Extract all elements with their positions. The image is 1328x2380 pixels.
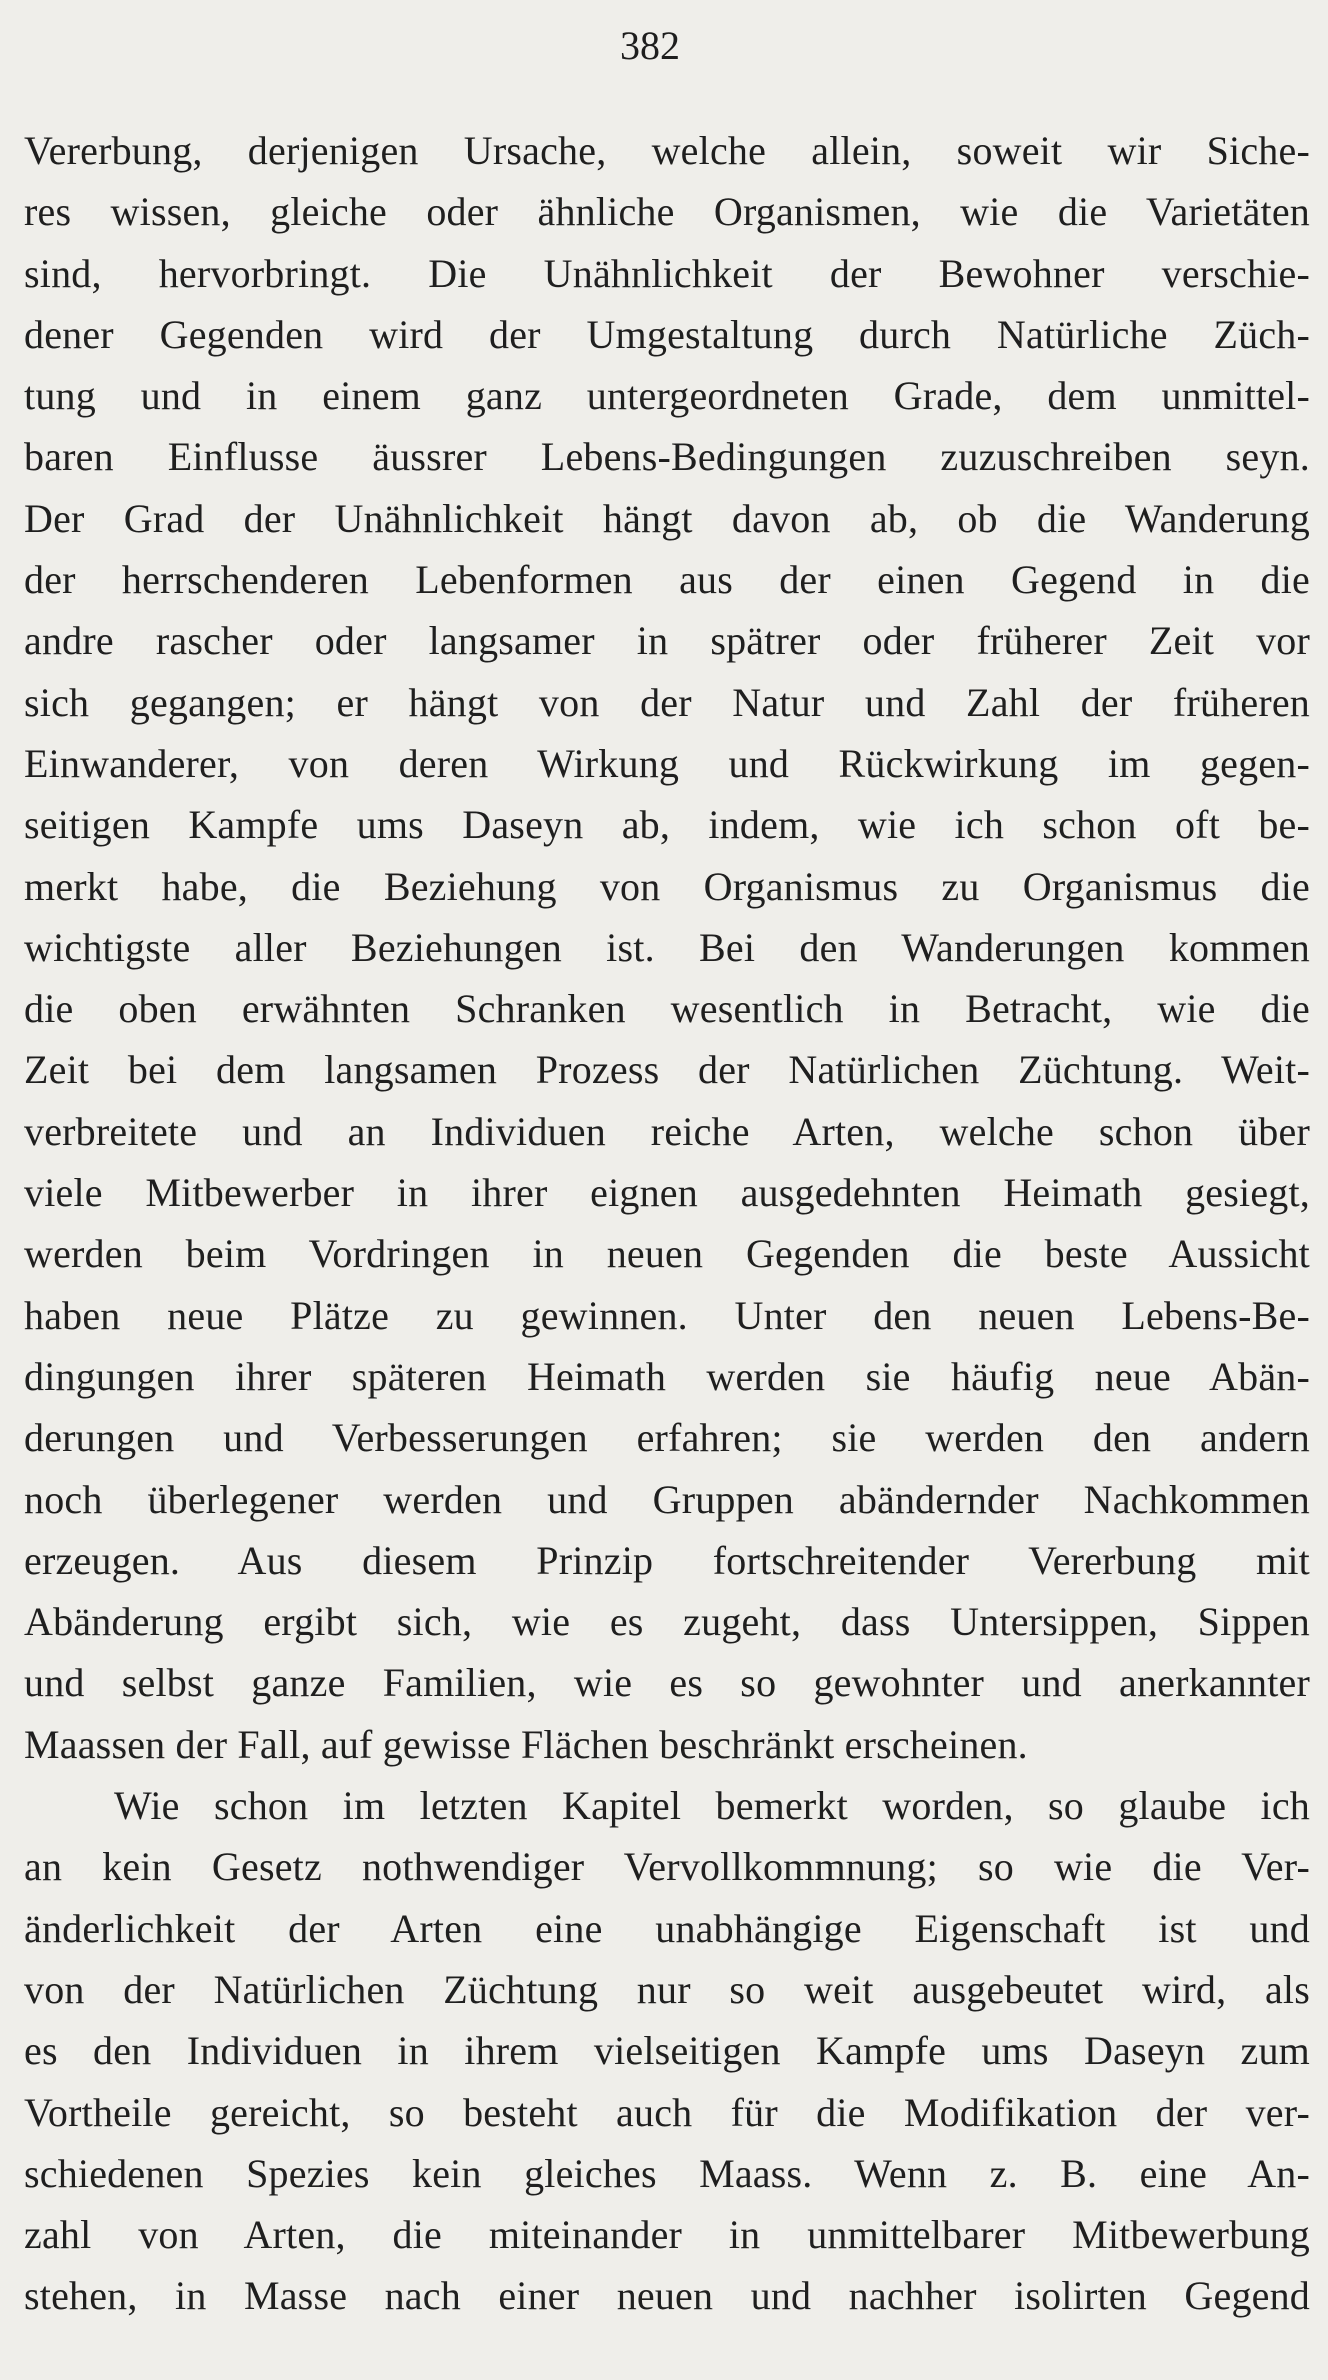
text-line: andre rascher oder langsamer in spätrer oder früherer Zeit vor: [24, 618, 1310, 664]
text-line: stehen, in Masse nach einer neuen und nachher isolirten Gegend: [24, 2273, 1310, 2319]
text-line: dener Gegenden wird der Umgestaltung durch Natürliche Züch-: [24, 311, 1310, 357]
text-line: baren Einflusse äussrer Lebens-Bedingungen zuzuschreiben seyn.: [24, 434, 1310, 480]
text-line: schiedenen Spezies kein gleiches Maass. Wenn z. B. eine An-: [24, 2150, 1310, 2196]
text-line: haben neue Plätze zu gewinnen. Unter den neuen Lebens-Be-: [24, 1292, 1310, 1338]
text-line: es den Individuen in ihrem vielseitigen Kampfe ums Daseyn zum: [24, 2028, 1310, 2074]
text-line: änderlichkeit der Arten eine unabhängige Eigenschaft ist und: [24, 1905, 1310, 1951]
text-line: noch überlegener werden und Gruppen abändernder Nachkommen: [24, 1476, 1310, 1522]
body-text: [24, 120, 1310, 2327]
text-line: werden beim Vordringen in neuen Gegenden die beste Aussicht: [24, 1231, 1310, 1277]
text-line: Zeit bei dem langsamen Prozess der Natürlichen Züchtung. Weit-: [24, 1047, 1310, 1093]
text-line: wichtigste aller Beziehungen ist. Bei den Wanderungen kommen: [24, 924, 1310, 970]
text-line: merkt habe, die Beziehung von Organismus zu Organismus die: [24, 863, 1310, 909]
paragraph-start-line: Wie schon im letzten Kapitel bemerkt worden, so glaube ich: [114, 1783, 1310, 1829]
text-line: Vererbung, derjenigen Ursache, welche allein, soweit wir Siche-: [24, 128, 1310, 173]
text-line: der herrschenderen Lebenformen aus der einen Gegend in die: [24, 557, 1310, 603]
text-line: von der Natürlichen Züchtung nur so weit ausgebeutet wird, als: [24, 1966, 1310, 2012]
text-line: an kein Gesetz nothwendiger Vervollkommnung; so wie die Ver-: [24, 1844, 1310, 1890]
text-line: Vortheile gereicht, so besteht auch für die Modifikation der ver-: [24, 2089, 1310, 2135]
text-line: tung und in einem ganz untergeordneten Grade, dem unmittel-: [24, 373, 1310, 419]
text-line: Einwanderer, von deren Wirkung und Rückwirkung im gegen-: [24, 740, 1310, 786]
text-line: derungen und Verbesserungen erfahren; sie werden den andern: [24, 1415, 1310, 1461]
text-line: res wissen, gleiche oder ähnliche Organismen, wie die Varietäten: [24, 189, 1310, 235]
text-line: die oben erwähnten Schranken wesentlich in Betracht, wie die: [24, 986, 1310, 1032]
text-line: viele Mitbewerber in ihrer eignen ausgedehnten Heimath gesiegt,: [24, 1170, 1310, 1216]
text-line: seitigen Kampfe ums Daseyn ab, indem, wie ich schon oft be-: [24, 802, 1310, 848]
text-line: Abänderung ergibt sich, wie es zugeht, dass Untersippen, Sippen: [24, 1599, 1310, 1645]
text-line: sich gegangen; er hängt von der Natur und Zahl der früheren: [24, 679, 1310, 725]
text-line: erzeugen. Aus diesem Prinzip fortschreitender Vererbung mit: [24, 1537, 1310, 1583]
text-line: sind, hervorbringt. Die Unähnlichkeit der Bewohner verschie-: [24, 250, 1310, 296]
paragraph-end-line: Maassen der Fall, auf gewisse Flächen beschränkt erscheinen.: [24, 1721, 1028, 1767]
text-line: verbreitete und an Individuen reiche Arten, welche schon über: [24, 1108, 1310, 1154]
text-line: und selbst ganze Familien, wie es so gewohnter und anerkannter: [24, 1660, 1310, 1706]
text-line: Der Grad der Unähnlichkeit hängt davon ab, ob die Wanderung: [24, 495, 1310, 541]
text-line: dingungen ihrer späteren Heimath werden sie häufig neue Abän-: [24, 1353, 1310, 1399]
page-number: 382: [620, 23, 680, 68]
text-line: zahl von Arten, die miteinander in unmittelbarer Mitbewerbung: [24, 2212, 1310, 2258]
